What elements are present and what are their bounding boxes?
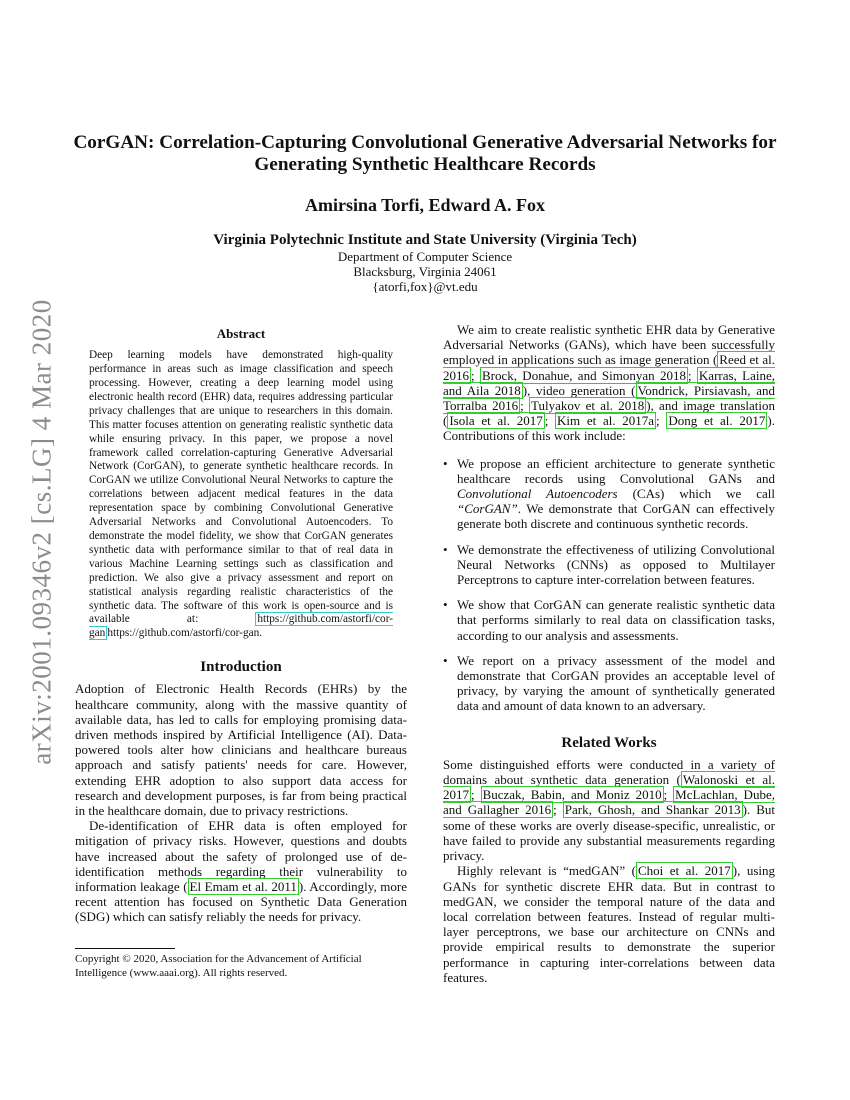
citation-link[interactable]: Choi et al. 2017 xyxy=(638,863,731,879)
bullet-icon: • xyxy=(443,541,448,557)
left-column xyxy=(75,322,407,925)
bullet-icon: • xyxy=(443,455,448,471)
related-text: ). But some of these works are overly disease-specific, unrealistic, or have failed to provide any substantial measurements regarding privacy. xyxy=(443,802,775,864)
citation-link[interactable]: El Emam et al. 2011 xyxy=(189,879,297,895)
arxiv-identifier: arXiv:2001.09346v2 [cs.LG] 4 Mar 2020 xyxy=(26,299,57,765)
related-text: Highly relevant is “medGAN” ( xyxy=(457,863,637,879)
contribution-text: . We demonstrate that CorGAN can effectively generate both discrete and continuous synthetic records. xyxy=(457,501,775,532)
citation-sep: ; xyxy=(520,398,530,414)
contribution-emphasis: Convolutional Autoencoders xyxy=(457,486,618,502)
footnote-rule xyxy=(75,948,175,949)
aims-paragraph xyxy=(443,322,775,444)
related-paragraph-1 xyxy=(443,757,775,863)
list-item xyxy=(443,456,775,532)
citation-sep: ; xyxy=(687,367,697,383)
contribution-text: We show that CorGAN can generate realistic synthetic data that performs similarly to real data on classification tasks, according to our analysis and assessments. xyxy=(457,597,775,643)
contribution-emphasis: “CorGAN” xyxy=(457,501,518,517)
github-link-echo: https://github.com/astorfi/cor-gan. xyxy=(107,627,263,640)
location: Blacksburg, Virginia 24061 xyxy=(353,264,497,279)
bullet-icon: • xyxy=(443,652,448,668)
citation-link[interactable]: Kim et al. 2017a xyxy=(557,413,655,429)
aims-text: ), and image translation ( xyxy=(443,398,775,429)
copyright-text: Copyright © 2020, Association for the Advancement of Artificial Intelligence (www.aaai.org). All rights reserved. xyxy=(75,953,362,979)
citation-link[interactable]: Vondrick, Pirsiavash, and Torralba 2016 xyxy=(443,382,775,414)
copyright-footnote xyxy=(75,948,407,980)
citation-link[interactable]: Isola et al. 2017 xyxy=(449,413,543,429)
intro-p2-text-a: De-identification of EHR data is often employed for mitigation of privacy risks. However, questions and doubts have increased about the safety of prolonged use of de-identification methods regarding their vulnerability to information leakage ( xyxy=(75,818,407,895)
contribution-text: We demonstrate the effectiveness of utilizing Convolutional Neural Networks (CNNs) as opposed to Multilayer Perceptrons to capture inter-correlation between features. xyxy=(457,541,775,588)
department: Department of Computer Science xyxy=(337,249,513,264)
aims-text: ), video generation ( xyxy=(522,382,636,398)
citation-link[interactable]: Reed et al. 2016 xyxy=(443,352,775,383)
intro-p2-text-b: ). Accordingly, more recent attention has focused on Synthetic Data Generation (SDG) which can satisfy reliably the needs for privacy. xyxy=(75,879,407,925)
citation-link[interactable]: Buczak, Babin, and Moniz 2010 xyxy=(482,787,662,803)
related-paragraph-2 xyxy=(443,863,775,985)
paper-title: CorGAN: Correlation-Capturing Convolutional Generative Adversarial Networks for Generating Synthetic Healthcare Records xyxy=(73,132,777,175)
contribution-text: (CAs) which we call xyxy=(617,486,776,502)
contributions-list xyxy=(443,456,775,714)
citation-sep: ; xyxy=(553,802,563,818)
abstract-text xyxy=(89,349,393,641)
citation-sep: ; xyxy=(471,787,481,803)
abstract-heading: Abstract xyxy=(216,326,266,341)
github-link[interactable]: https://github.com/astorfi/cor-gan xyxy=(89,613,393,640)
aims-text: ). Contributions of this work include: xyxy=(443,413,775,444)
citation-sep: ; xyxy=(656,413,667,429)
citation-sep: ; xyxy=(544,413,556,429)
citation-sep: ; xyxy=(471,367,480,383)
affiliation-block xyxy=(60,231,790,294)
citation-link[interactable]: McLachlan, Dube, and Gallagher 2016 xyxy=(443,787,775,818)
intro-paragraph-2 xyxy=(75,818,407,924)
citation-link[interactable]: Brock, Donahue, and Simonyan 2018 xyxy=(481,367,686,383)
bullet-icon: • xyxy=(443,597,448,613)
citation-link[interactable]: Karras, Laine, and Aila 2018 xyxy=(443,367,775,398)
contribution-text: We propose an efficient architecture to generate synthetic healthcare records using Convolutional GANs and xyxy=(457,455,775,486)
list-item xyxy=(443,542,775,588)
citation-sep: ; xyxy=(663,787,674,803)
related-text: Some distinguished efforts were conducted in a variety of domains about synthetic data generation ( xyxy=(443,756,775,788)
related-works-heading: Related Works xyxy=(561,734,657,751)
aims-text: We aim to create realistic synthetic EHR data by Generative Adversarial Networks (GANs), which have been successfully employed in applications such as image generation ( xyxy=(443,322,775,368)
right-column xyxy=(443,322,775,985)
intro-paragraph-1: Adoption of Electronic Health Records (EHRs) by the healthcare community, along with the massive quantity of available data, has led to calls for employing promising data-driven methods inspired by Artificial Intelligence (AI). Data-powered tools alter how clinicians and healthcare bureaus approach and satisfy patients' needs for care. However, extending EHR adoption to also support data access for research and development purposes, is far from being practical in the healthcare domain, due to privacy restrictions. xyxy=(75,681,407,819)
related-text: ), using GANs for synthetic discrete EHR data. But in contrast to medGAN, we consider the temporal nature of the data and local correlation between features. Instead of regular multi-layer perceptrons, we base our architecture on CNNs and provide empirical results to demonstrate the superior performance in capturing inter-correlations between data features. xyxy=(443,863,776,985)
abstract-body-text: Deep learning models have demonstrated high-quality performance in areas such as image classification and speech processing. However, creating a deep learning model using electronic health record (EHR) data, requires addressing particular privacy challenges that are unique to researchers in this domain. This matter focuses attention on generating realistic synthetic data while ensuring privacy. In this paper, we propose a novel framework called correlation-capturing Generative Adversarial Network (CorGAN), to generate synthetic healthcare records. In CorGAN we utilize Convolutional Neural Networks to capture the correlations between adjacent medical features in the data representation space by combining Convolutional Generative Adversarial Networks and Convolutional Autoencoders. To demonstrate the model fidelity, we show that CorGAN generates synthetic data with performance similar to that of real data in various Machine Learning settings such as classification and prediction. We also give a privacy assessment and report on statistical analysis regarding realistic characteristics of the synthetic data. The software of this work is open-source and is available at: xyxy=(89,349,393,626)
list-item xyxy=(443,653,775,714)
citation-link[interactable]: Park, Ghosh, and Shankar 2013 xyxy=(564,802,741,818)
citation-link[interactable]: Walonoski et al. 2017 xyxy=(443,772,776,803)
contribution-text: We report on a privacy assessment of the model and demonstrate that CorGAN provides an acceptable level of privacy, by varying the amount of synthetically generated data and amount of data known to an adversary. xyxy=(457,652,775,714)
institution: Virginia Polytechnic Institute and State University (Virginia Tech) xyxy=(213,232,637,248)
introduction-heading: Introduction xyxy=(200,659,282,676)
email: {atorfi,fox}@vt.edu xyxy=(372,279,478,294)
citation-link[interactable]: Tulyakov et al. 2018 xyxy=(531,398,645,414)
list-item xyxy=(443,597,775,643)
paper-authors: Amirsina Torfi, Edward A. Fox xyxy=(304,195,546,215)
citation-link[interactable]: Dong et al. 2017 xyxy=(668,413,766,429)
